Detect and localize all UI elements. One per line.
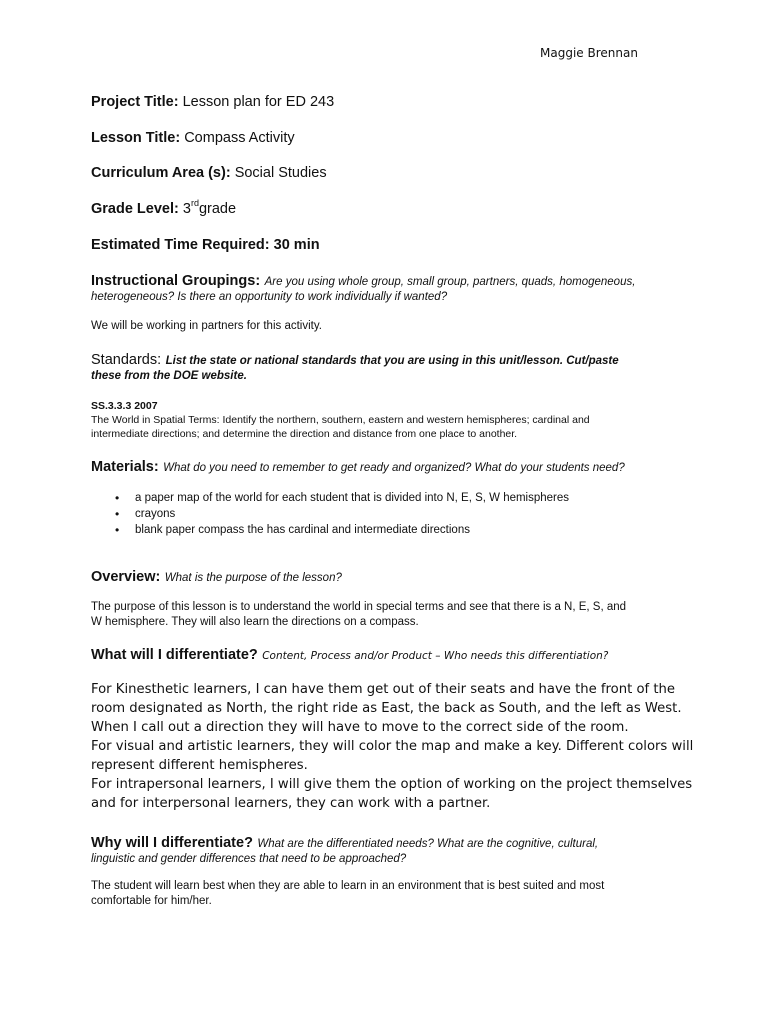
materials-section <box>91 458 691 476</box>
project-title-label: Project Title: <box>91 94 179 110</box>
grade-level-field <box>91 200 691 218</box>
why-differentiate-heading: Why will I differentiate? <box>91 835 253 851</box>
materials-item: • a paper map of the world for each student that is divided into N, E, S, W hemispheres <box>91 490 691 506</box>
overview-text-line2: W hemisphere. They will also learn the directions on a compass. <box>91 616 419 628</box>
materials-item: • crayons <box>91 506 691 522</box>
differentiate-line: For Kinesthetic learners, I can have them get out of their seats and have the front of the <box>91 682 676 697</box>
materials-list <box>91 490 691 538</box>
materials-item: • blank paper compass the has cardinal and intermediate directions <box>91 522 691 538</box>
why-differentiate-section <box>91 834 691 867</box>
what-differentiate-section <box>91 646 691 664</box>
lesson-title-value: Compass Activity <box>184 130 295 146</box>
project-title-field <box>91 93 691 111</box>
curriculum-area-value: Social Studies <box>234 165 327 181</box>
groupings-answer: We will be working in partners for this activity. <box>91 320 322 332</box>
grade-level-suffix: rd <box>190 198 199 209</box>
standards-heading: Standards: <box>91 352 162 368</box>
overview-text <box>91 600 691 630</box>
groupings-section <box>91 272 691 305</box>
what-differentiate-heading: What will I differentiate? <box>91 647 258 663</box>
grade-level-label: Grade Level: <box>91 201 179 217</box>
differentiate-line: For visual and artistic learners, they will color the map and make a key. Different colors will <box>91 739 694 754</box>
materials-prompt: What do you need to remember to get ready and organized? What do your students need? <box>163 462 625 474</box>
standards-prompt-line2: these from the DOE website. <box>91 370 247 382</box>
groupings-heading: Instructional Groupings: <box>91 273 261 289</box>
overview-section <box>91 568 691 586</box>
groupings-prompt-line2: heterogeneous? Is there an opportunity to work individually if wanted? <box>91 291 448 303</box>
what-differentiate-prompt: Content, Process and/or Product – Who needs this differentiation? <box>262 650 609 662</box>
differentiate-line: and for interpersonal learners, they can work with a partner. <box>91 796 491 811</box>
author-name: Maggie Brennan <box>540 46 638 60</box>
lesson-title-field <box>91 129 691 147</box>
standard-code: SS.3.3.3 2007 <box>91 400 158 412</box>
what-differentiate-body <box>91 680 711 813</box>
grade-level-word: grade <box>198 201 237 217</box>
why-differentiate-prompt-line2: linguistic and gender differences that need to be approached? <box>91 853 407 865</box>
differentiate-line: When I call out a direction they will have to move to the correct side of the room. <box>91 720 629 735</box>
groupings-prompt-line1: Are you using whole group, small group, partners, quads, homogeneous, <box>264 276 636 288</box>
standard-text-line1: The World in Spatial Terms: Identify the northern, southern, eastern and western hemispheres; cardinal and <box>91 414 590 426</box>
curriculum-area-field <box>91 164 691 182</box>
differentiate-line: For intrapersonal learners, I will give them the option of working on the project themselves <box>91 777 693 792</box>
grade-level-number: 3 <box>182 201 191 217</box>
differentiate-line: room designated as North, the right ride as East, the back as South, and the left as West. <box>91 701 682 716</box>
why-differentiate-text <box>91 879 691 909</box>
overview-prompt: What is the purpose of the lesson? <box>164 572 342 584</box>
why-differentiate-text-line2: comfortable for him/her. <box>91 895 212 907</box>
lesson-title-label: Lesson Title: <box>91 130 181 146</box>
overview-heading: Overview: <box>91 569 161 585</box>
differentiate-line: represent different hemispheres. <box>91 758 308 773</box>
standard-entry <box>91 399 691 441</box>
why-differentiate-text-line1: The student will learn best when they are able to learn in an environment that is best suited and most <box>91 880 605 892</box>
standards-prompt-line1: List the state or national standards that you are using in this unit/lesson. Cut/paste <box>165 355 619 367</box>
overview-text-line1: The purpose of this lesson is to understand the world in special terms and see that there is a N, E, S, and <box>91 601 627 613</box>
why-differentiate-prompt-line1: What are the differentiated needs? What are the cognitive, cultural, <box>257 838 599 850</box>
curriculum-area-label: Curriculum Area (s): <box>91 165 231 181</box>
standard-text-line2: intermediate directions; and determine the direction and distance from one place to another. <box>91 428 518 440</box>
materials-heading: Materials: <box>91 459 159 475</box>
estimated-time-field: Estimated Time Required: 30 min <box>91 237 320 253</box>
materials-list-wrap <box>91 490 691 538</box>
project-title-value: Lesson plan for ED 243 <box>182 94 335 110</box>
standards-section <box>91 351 691 384</box>
